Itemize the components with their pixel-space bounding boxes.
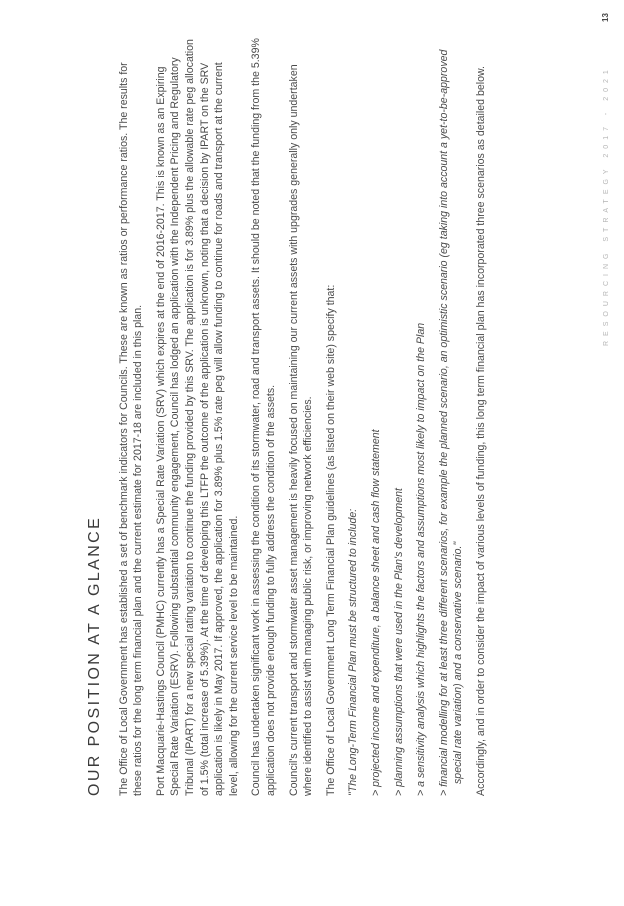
paragraph-special-rate-variation: Port Macquarie-Hastings Council (PMHC) currently has a Special Rate Variation (SRV) which expires at the end of 2016-2017. This is known as an Expiring Special Rate Variation (ESRV). Following substantial community engagement, Council has lodged an application with the Independent Pricing and Regulatory Tribunal (IPART) for a new special rating variation to continue the funding provided by this SRV. The application is for 3.89% plus the allowable rate peg allocation of 1.5% (total increase of 5.39%). At the time of developing this LTFP the outcome of the application is unknown, noting that a decision by IPART on the SRV application is likely in May 2017. If approved, the application for 3.89% plus 1.5% rate peg will allow funding to continue for roads and transport at the current level, allowing for the current service level to be maintained.	[154, 39, 240, 796]
page-content	[88, 36, 496, 796]
guideline-bullet-income: > projected income and expenditure, a balance sheet and cash flow statement	[369, 429, 382, 796]
page-number: 13	[601, 13, 610, 22]
guideline-bullet-assumptions: > planning assumptions that were used in the Plan's development	[392, 488, 405, 796]
paragraph-closing: Accordingly, and in order to consider the impact of various levels of funding, this long term financial plan has incorporated three scenarios as detailed below.	[474, 65, 487, 796]
guideline-bullet-sensitivity: > a sensitivity analysis which highlights the factors and assumptions most likely to impact on the Plan	[415, 322, 428, 796]
paragraph-benchmark-indicators: The Office of Local Government has established a set of benchmark indicators for Councils. These are known as ratios or performance ratios. The results for these ratios for the long term financial plan and the current estimate for 2017-18 are included in this plan.	[117, 62, 145, 796]
paragraph-guidelines: The Office of Local Government Long Term Financial Plan guidelines (as listed on their web site) specify that:	[324, 284, 337, 796]
guideline-bullet-scenarios: > financial modelling for at least three different scenarios, for example the planned scenario, an optimistic scenario (eg taking into account a yet-to-be-approved special rate variation) and a conservative scenario."	[437, 49, 465, 796]
page-heading: OUR POSITION AT A GLANCE	[86, 515, 103, 796]
paragraph-asset-management: Council's current transport and stormwater asset management is heavily focused on maintaining our current assets with upgrades generally only undertaken where identified to assist with managing public risk, or improving network efficiencies.	[287, 64, 315, 796]
guideline-quote-intro: "The Long-Term Financial Plan must be structured to include:	[347, 508, 360, 796]
page-footer: RESOURCING STRATEGY 2017 - 2021	[603, 65, 610, 346]
paragraph-asset-condition: Council has undertaken significant work in assessing the condition of its stormwater, road and transport assets. It should be noted that the funding from the 5.39% application does not provide enough funding to fully address the condition of the assets.	[250, 38, 277, 796]
